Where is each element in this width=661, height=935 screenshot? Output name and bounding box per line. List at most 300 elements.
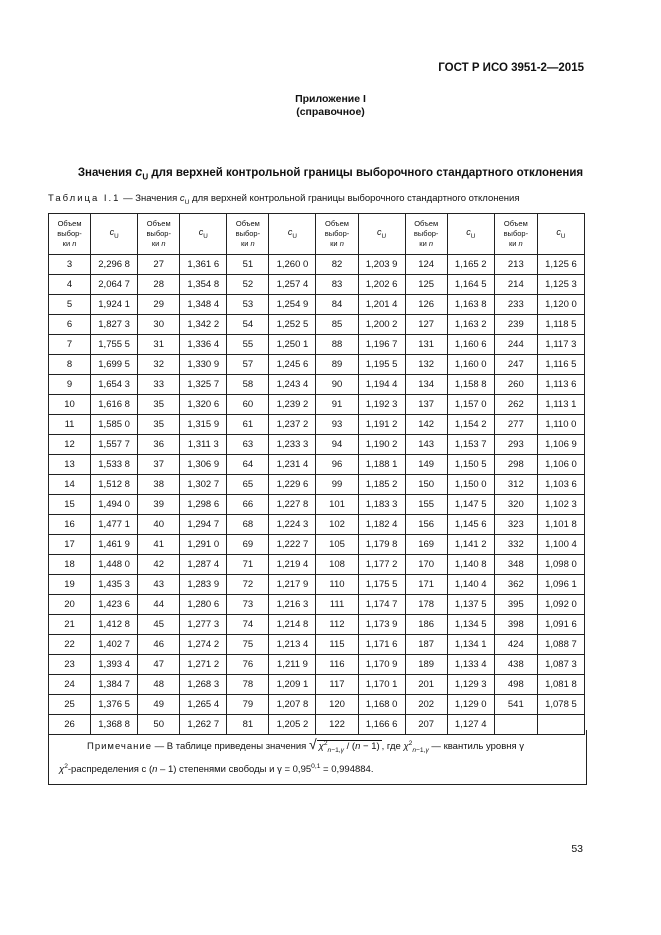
cell-sample-size: 115 [316, 635, 358, 655]
cell-sample-size: 214 [494, 275, 537, 295]
cell-sample-size: 233 [494, 295, 537, 315]
cell-sample-size: 424 [494, 635, 537, 655]
cell-cu-value: 1,654 3 [91, 375, 138, 395]
heading-text-post: для верхней контрольной границы выборочного стандартного отклонения [148, 167, 584, 179]
cell-cu-value: 1,145 6 [447, 515, 494, 535]
annex-block [0, 93, 661, 119]
cell-cu-value: 1,092 0 [537, 595, 584, 615]
cell-sample-size: 9 [49, 375, 91, 395]
cell-cu-value: 1,274 2 [180, 635, 227, 655]
cell-cu-value: 1,494 0 [91, 495, 138, 515]
cell-sample-size: 312 [494, 475, 537, 495]
header-line: ки n [240, 239, 255, 248]
cell-cu-value: 1,402 7 [91, 635, 138, 655]
cell-cu-value: 1,140 4 [447, 575, 494, 595]
cell-sample-size: 332 [494, 535, 537, 555]
cell-sample-size: 116 [316, 655, 358, 675]
cell-sample-size: 541 [494, 695, 537, 715]
cell-cu-value: 1,153 7 [447, 435, 494, 455]
cell-cu-value: 1,129 3 [447, 675, 494, 695]
note-formula: √ $\chi^2_{n-1,\gamma} / (n - 1)$ [308, 736, 380, 755]
table-header-row [49, 214, 585, 255]
cell-cu-value: 1,217 9 [269, 575, 316, 595]
cell-cu-value: 1,924 1 [91, 295, 138, 315]
header-sample-size [316, 214, 358, 255]
cell-cu-value: 1,827 3 [91, 315, 138, 335]
cell-sample-size: 395 [494, 595, 537, 615]
cell-sample-size: 89 [316, 355, 358, 375]
cell-sample-size: 260 [494, 375, 537, 395]
cell-cu-value: 1,127 4 [447, 715, 494, 735]
caption-text-post: для верхней контрольной границы выборочного стандартного отклонения [189, 193, 520, 204]
cell-cu-value: 1,585 0 [91, 415, 138, 435]
cell-cu-value: 1,177 2 [358, 555, 405, 575]
header-line: Объем [414, 219, 439, 228]
cell-cu-value: 1,213 4 [269, 635, 316, 655]
cell-cu-value: 1,277 3 [180, 615, 227, 635]
cell-sample-size: 169 [405, 535, 447, 555]
cell-sample-size: 8 [49, 355, 91, 375]
cell-cu-value: 1,271 2 [180, 655, 227, 675]
cell-sample-size: 131 [405, 335, 447, 355]
cell-sample-size: 143 [405, 435, 447, 455]
table-note [48, 730, 587, 785]
cell-sample-size: 14 [49, 475, 91, 495]
cell-sample-size: 3 [49, 255, 91, 275]
cell-sample-size: 102 [316, 515, 358, 535]
header-line: ки n [508, 239, 523, 248]
cell-cu-value: 1,096 1 [537, 575, 584, 595]
cell-cu-value: 1,088 7 [537, 635, 584, 655]
cell-sample-size: 82 [316, 255, 358, 275]
header-line: Объем [325, 219, 349, 228]
cell-cu-value: 1,239 2 [269, 395, 316, 415]
cell-sample-size: 43 [138, 575, 180, 595]
cell-sample-size: 124 [405, 255, 447, 275]
heading-text-pre: Значения [77, 167, 136, 179]
cell-sample-size: 35 [138, 395, 180, 415]
cell-sample-size: 11 [49, 415, 91, 435]
caption-symbol: c [179, 193, 185, 204]
cell-cu-value: 1,150 5 [447, 455, 494, 475]
caption-subscript: U [184, 198, 190, 206]
table-row [49, 315, 585, 335]
cell-cu-value: 1,113 6 [537, 375, 584, 395]
header-line: выбор- [413, 229, 439, 238]
cell-cu-value: 1,203 9 [358, 255, 405, 275]
cell-cu-value: 1,311 3 [180, 435, 227, 455]
cell-sample-size: 49 [138, 695, 180, 715]
cell-sample-size: 362 [494, 575, 537, 595]
cell-cu-value: 1,376 5 [91, 695, 138, 715]
cell-cu-value: 1,196 7 [358, 335, 405, 355]
cell-sample-size: 58 [227, 375, 269, 395]
cell-cu-value: 1,216 3 [269, 595, 316, 615]
cell-cu-value: 1,137 5 [447, 595, 494, 615]
cell-sample-size: 63 [227, 435, 269, 455]
cell-sample-size: 101 [316, 495, 358, 515]
cell-sample-size: 42 [138, 555, 180, 575]
cell-cu-value: 1,170 1 [358, 675, 405, 695]
cell-cu-value: 1,140 8 [447, 555, 494, 575]
cell-sample-size: 25 [49, 695, 91, 715]
table-row [49, 635, 585, 655]
cell-sample-size: 61 [227, 415, 269, 435]
cell-cu-value: 1,448 0 [91, 555, 138, 575]
cell-cu-value: 1,195 5 [358, 355, 405, 375]
cell-cu-value: 1,133 4 [447, 655, 494, 675]
cell-sample-size: 38 [138, 475, 180, 495]
cell-sample-size: 85 [316, 315, 358, 335]
cell-cu-value: 1,165 2 [447, 255, 494, 275]
heading-symbol: c [135, 164, 143, 179]
cell-sample-size: 171 [405, 575, 447, 595]
cell-cu-value: 1,118 5 [537, 315, 584, 335]
cell-cu-value: 1,315 9 [180, 415, 227, 435]
cell-sample-size: 149 [405, 455, 447, 475]
cell-sample-size: 99 [316, 475, 358, 495]
cell-sample-size: 73 [227, 595, 269, 615]
cell-cu-value: 1,164 5 [447, 275, 494, 295]
cell-sample-size: 36 [138, 435, 180, 455]
caption-label: Таблица I.1 [48, 193, 121, 204]
header-line: Объем [146, 219, 171, 228]
table-row [49, 415, 585, 435]
cell-sample-size: 498 [494, 675, 537, 695]
cell-cu-value: 1,160 6 [447, 335, 494, 355]
cell-cu-value: 1,262 7 [180, 715, 227, 735]
cell-cu-value: 1,125 3 [537, 275, 584, 295]
cell-sample-size: 60 [227, 395, 269, 415]
cell-cu-value: 1,173 9 [358, 615, 405, 635]
cell-sample-size: 79 [227, 695, 269, 715]
table-row [49, 655, 585, 675]
cu-values-table [48, 213, 585, 735]
cell-sample-size: 47 [138, 655, 180, 675]
cell-sample-size: 127 [405, 315, 447, 335]
cell-cu-value: 1,245 6 [269, 355, 316, 375]
table-row [49, 595, 585, 615]
cell-sample-size: 201 [405, 675, 447, 695]
cell-cu-value: 1,298 6 [180, 495, 227, 515]
cell-sample-size: 52 [227, 275, 269, 295]
cell-cu-value: 1,185 2 [358, 475, 405, 495]
cell-sample-size: 83 [316, 275, 358, 295]
cell-cu-value: 1,087 3 [537, 655, 584, 675]
cell-cu-value: 1,174 7 [358, 595, 405, 615]
cell-sample-size: 155 [405, 495, 447, 515]
cell-cu-value: 1,110 0 [537, 415, 584, 435]
cell-cu-value: 1,102 3 [537, 495, 584, 515]
header-cu: $c_U$ [447, 214, 494, 255]
cell-sample-size: 108 [316, 555, 358, 575]
cell-cu-value: 1,194 4 [358, 375, 405, 395]
table-row [49, 355, 585, 375]
table-caption [48, 193, 519, 206]
cell-sample-size: 156 [405, 515, 447, 535]
cell-sample-size: 41 [138, 535, 180, 555]
cell-cu-value: 1,384 7 [91, 675, 138, 695]
cell-sample-size: 20 [49, 595, 91, 615]
header-line: выбор- [235, 229, 261, 238]
cell-sample-size: 18 [49, 555, 91, 575]
page-number: 53 [571, 843, 583, 855]
cell-sample-size: 69 [227, 535, 269, 555]
table-row [49, 515, 585, 535]
cell-cu-value: 1,117 3 [537, 335, 584, 355]
cell-cu-value: 1,336 4 [180, 335, 227, 355]
cell-cu-value: 1,320 6 [180, 395, 227, 415]
heading-subscript: U [142, 172, 149, 182]
cell-cu-value: 1,209 1 [269, 675, 316, 695]
cell-cu-value: 1,214 8 [269, 615, 316, 635]
cell-sample-size: 46 [138, 635, 180, 655]
cell-cu-value: 1,243 4 [269, 375, 316, 395]
cell-cu-value: 1,233 3 [269, 435, 316, 455]
cell-sample-size: 178 [405, 595, 447, 615]
note-line-1 [59, 736, 576, 759]
cell-cu-value: 1,354 8 [180, 275, 227, 295]
header-sample-size [138, 214, 180, 255]
cell-cu-value: 1,257 4 [269, 275, 316, 295]
cell-cu-value: 1,191 2 [358, 415, 405, 435]
table-row [49, 295, 585, 315]
cell-sample-size: 44 [138, 595, 180, 615]
cell-cu-value: 1,101 8 [537, 515, 584, 535]
cell-sample-size: 202 [405, 695, 447, 715]
header-line: ки n [62, 239, 77, 248]
cell-cu-value: 1,081 8 [537, 675, 584, 695]
table-row [49, 555, 585, 575]
cell-sample-size: 244 [494, 335, 537, 355]
cell-cu-value: 1,302 7 [180, 475, 227, 495]
annex-subtitle: (справочное) [296, 106, 365, 118]
cell-sample-size: 66 [227, 495, 269, 515]
header-line: ки n [330, 239, 344, 248]
cell-cu-value: 1,291 0 [180, 535, 227, 555]
cell-cu-value: 1,423 6 [91, 595, 138, 615]
cell-sample-size: 150 [405, 475, 447, 495]
cell-cu-value: 1,461 9 [91, 535, 138, 555]
cell-cu-value: 1,306 9 [180, 455, 227, 475]
cell-sample-size: 75 [227, 635, 269, 655]
cell-sample-size: 142 [405, 415, 447, 435]
standard-designation: ГОСТ Р ИСО 3951-2—2015 [438, 62, 584, 74]
header-line: ки n [419, 239, 434, 248]
header-sample-size [405, 214, 447, 255]
note-text-2: , где [381, 741, 404, 753]
cell-cu-value: 1,435 3 [91, 575, 138, 595]
cell-sample-size: 15 [49, 495, 91, 515]
cell-sample-size: 93 [316, 415, 358, 435]
note-text-3: — квантиль уровня γ [428, 741, 525, 753]
cell-sample-size: 94 [316, 435, 358, 455]
cell-cu-value: 1,231 4 [269, 455, 316, 475]
cell-sample-size: 122 [316, 715, 358, 735]
cell-cu-value: 1,179 8 [358, 535, 405, 555]
cell-sample-size: 125 [405, 275, 447, 295]
cell-cu-value: 1,106 9 [537, 435, 584, 455]
cell-sample-size: 293 [494, 435, 537, 455]
header-sample-size [49, 214, 91, 255]
cell-cu-value: 1,227 8 [269, 495, 316, 515]
cell-sample-size: 117 [316, 675, 358, 695]
table-row [49, 475, 585, 495]
cell-sample-size: 64 [227, 455, 269, 475]
cell-sample-size: 96 [316, 455, 358, 475]
cell-cu-value: 1,157 0 [447, 395, 494, 415]
cell-cu-value: 1,201 4 [358, 295, 405, 315]
cell-sample-size: 134 [405, 375, 447, 395]
cell-cu-value: 1,254 9 [269, 295, 316, 315]
note-line-2: $\chi^2$-распределения с (n – 1) степенями свободы и $\gamma = 0,95^{0,1} = 0,994884$. [59, 763, 374, 776]
cell-cu-value: 1,098 0 [537, 555, 584, 575]
table-row [49, 495, 585, 515]
cell-cu-value: 1,412 8 [91, 615, 138, 635]
cell-sample-size: 21 [49, 615, 91, 635]
cell-sample-size: 105 [316, 535, 358, 555]
cell-cu-value: 1,557 7 [91, 435, 138, 455]
table-row [49, 375, 585, 395]
cell-sample-size: 31 [138, 335, 180, 355]
cell-sample-size: 239 [494, 315, 537, 335]
cell-cu-value: 1,078 5 [537, 695, 584, 715]
cell-sample-size: 50 [138, 715, 180, 735]
cell-cu-value: 1,224 3 [269, 515, 316, 535]
table-row [49, 395, 585, 415]
cell-cu-value: 1,103 6 [537, 475, 584, 495]
header-line: Объем [503, 219, 528, 228]
cell-cu-value: 1,113 1 [537, 395, 584, 415]
cell-sample-size: 78 [227, 675, 269, 695]
cell-cu-value: 1,533 8 [91, 455, 138, 475]
table-row [49, 435, 585, 455]
cell-sample-size: 54 [227, 315, 269, 335]
cell-cu-value: 1,393 4 [91, 655, 138, 675]
cell-cu-value: 1,330 9 [180, 355, 227, 375]
cell-sample-size: 65 [227, 475, 269, 495]
cell-cu-value: 1,348 4 [180, 295, 227, 315]
cell-sample-size: 5 [49, 295, 91, 315]
cell-cu-value: 1,477 1 [91, 515, 138, 535]
cell-cu-value: 1,106 0 [537, 455, 584, 475]
cell-sample-size: 10 [49, 395, 91, 415]
cell-sample-size: 112 [316, 615, 358, 635]
cell-sample-size: 111 [316, 595, 358, 615]
table-row [49, 575, 585, 595]
cell-sample-size: 7 [49, 335, 91, 355]
cell-cu-value: 1,200 2 [358, 315, 405, 335]
cell-sample-size: 438 [494, 655, 537, 675]
cell-cu-value: 1,154 2 [447, 415, 494, 435]
cell-sample-size: 110 [316, 575, 358, 595]
note-label: Примечание [87, 741, 152, 753]
cell-sample-size: 19 [49, 575, 91, 595]
cell-sample-size: 213 [494, 255, 537, 275]
cell-cu-value: 1,120 0 [537, 295, 584, 315]
cell-sample-size: 186 [405, 615, 447, 635]
section-heading [0, 164, 661, 181]
cell-sample-size: 30 [138, 315, 180, 335]
cell-sample-size: 126 [405, 295, 447, 315]
cell-cu-value: 1,205 2 [269, 715, 316, 735]
cell-cu-value: 1,100 4 [537, 535, 584, 555]
cell-cu-value: 1,160 0 [447, 355, 494, 375]
header-line: выбор- [324, 229, 350, 238]
cell-cu-value: 1,190 2 [358, 435, 405, 455]
cell-sample-size: 28 [138, 275, 180, 295]
cell-cu-value: 1,265 4 [180, 695, 227, 715]
cell-cu-value: 1,202 6 [358, 275, 405, 295]
cell-cu-value: 1,150 0 [447, 475, 494, 495]
cell-cu-value: 1,168 0 [358, 695, 405, 715]
cell-cu-value: 1,368 8 [91, 715, 138, 735]
cell-cu-value: 1,171 6 [358, 635, 405, 655]
cell-cu-value: 1,342 2 [180, 315, 227, 335]
cell-sample-size: 6 [49, 315, 91, 335]
cell-sample-size: 32 [138, 355, 180, 375]
table-row [49, 455, 585, 475]
header-line: Объем [235, 219, 260, 228]
cell-sample-size: 320 [494, 495, 537, 515]
cell-sample-size: 39 [138, 495, 180, 515]
cell-sample-size: 90 [316, 375, 358, 395]
cell-cu-value: 1,116 5 [537, 355, 584, 375]
header-line: выбор- [146, 229, 171, 238]
cell-cu-value: 1,287 4 [180, 555, 227, 575]
cell-sample-size: 29 [138, 295, 180, 315]
cell-cu-value: 2,296 8 [91, 255, 138, 275]
cell-sample-size: 24 [49, 675, 91, 695]
cell-sample-size: 132 [405, 355, 447, 375]
cell-cu-value: 1,166 6 [358, 715, 405, 735]
cell-sample-size: 37 [138, 455, 180, 475]
cell-sample-size: 35 [138, 415, 180, 435]
cell-cu-value: 1,134 1 [447, 635, 494, 655]
cell-cu-value: 1,219 4 [269, 555, 316, 575]
cell-sample-size: 33 [138, 375, 180, 395]
header-line: ки n [151, 239, 166, 248]
cell-cu-value: 1,147 5 [447, 495, 494, 515]
cell-cu-value: 1,192 3 [358, 395, 405, 415]
cell-cu-value: 1,361 6 [180, 255, 227, 275]
cell-cu-value: 1,141 2 [447, 535, 494, 555]
cell-sample-size: 12 [49, 435, 91, 455]
cell-sample-size: 40 [138, 515, 180, 535]
cell-cu-value: 1,170 9 [358, 655, 405, 675]
note-text-1: — В таблице приведены значения [152, 741, 309, 753]
cell-sample-size: 187 [405, 635, 447, 655]
cell-sample-size: 17 [49, 535, 91, 555]
header-cu: $c_U$ [91, 214, 138, 255]
table-row [49, 615, 585, 635]
cell-sample-size: 277 [494, 415, 537, 435]
cell-cu-value: 1,755 5 [91, 335, 138, 355]
table-row [49, 335, 585, 355]
table-row [49, 275, 585, 295]
cell-sample-size: 262 [494, 395, 537, 415]
header-line: выбор- [57, 229, 82, 238]
cell-cu-value: 1,163 8 [447, 295, 494, 315]
cell-sample-size: 13 [49, 455, 91, 475]
cell-sample-size: 76 [227, 655, 269, 675]
cell-sample-size: 55 [227, 335, 269, 355]
cell-cu-value: 1,237 2 [269, 415, 316, 435]
cell-cu-value: 1,283 9 [180, 575, 227, 595]
cell-sample-size: 4 [49, 275, 91, 295]
cell-cu-value: 1,125 6 [537, 255, 584, 275]
cell-sample-size: 189 [405, 655, 447, 675]
